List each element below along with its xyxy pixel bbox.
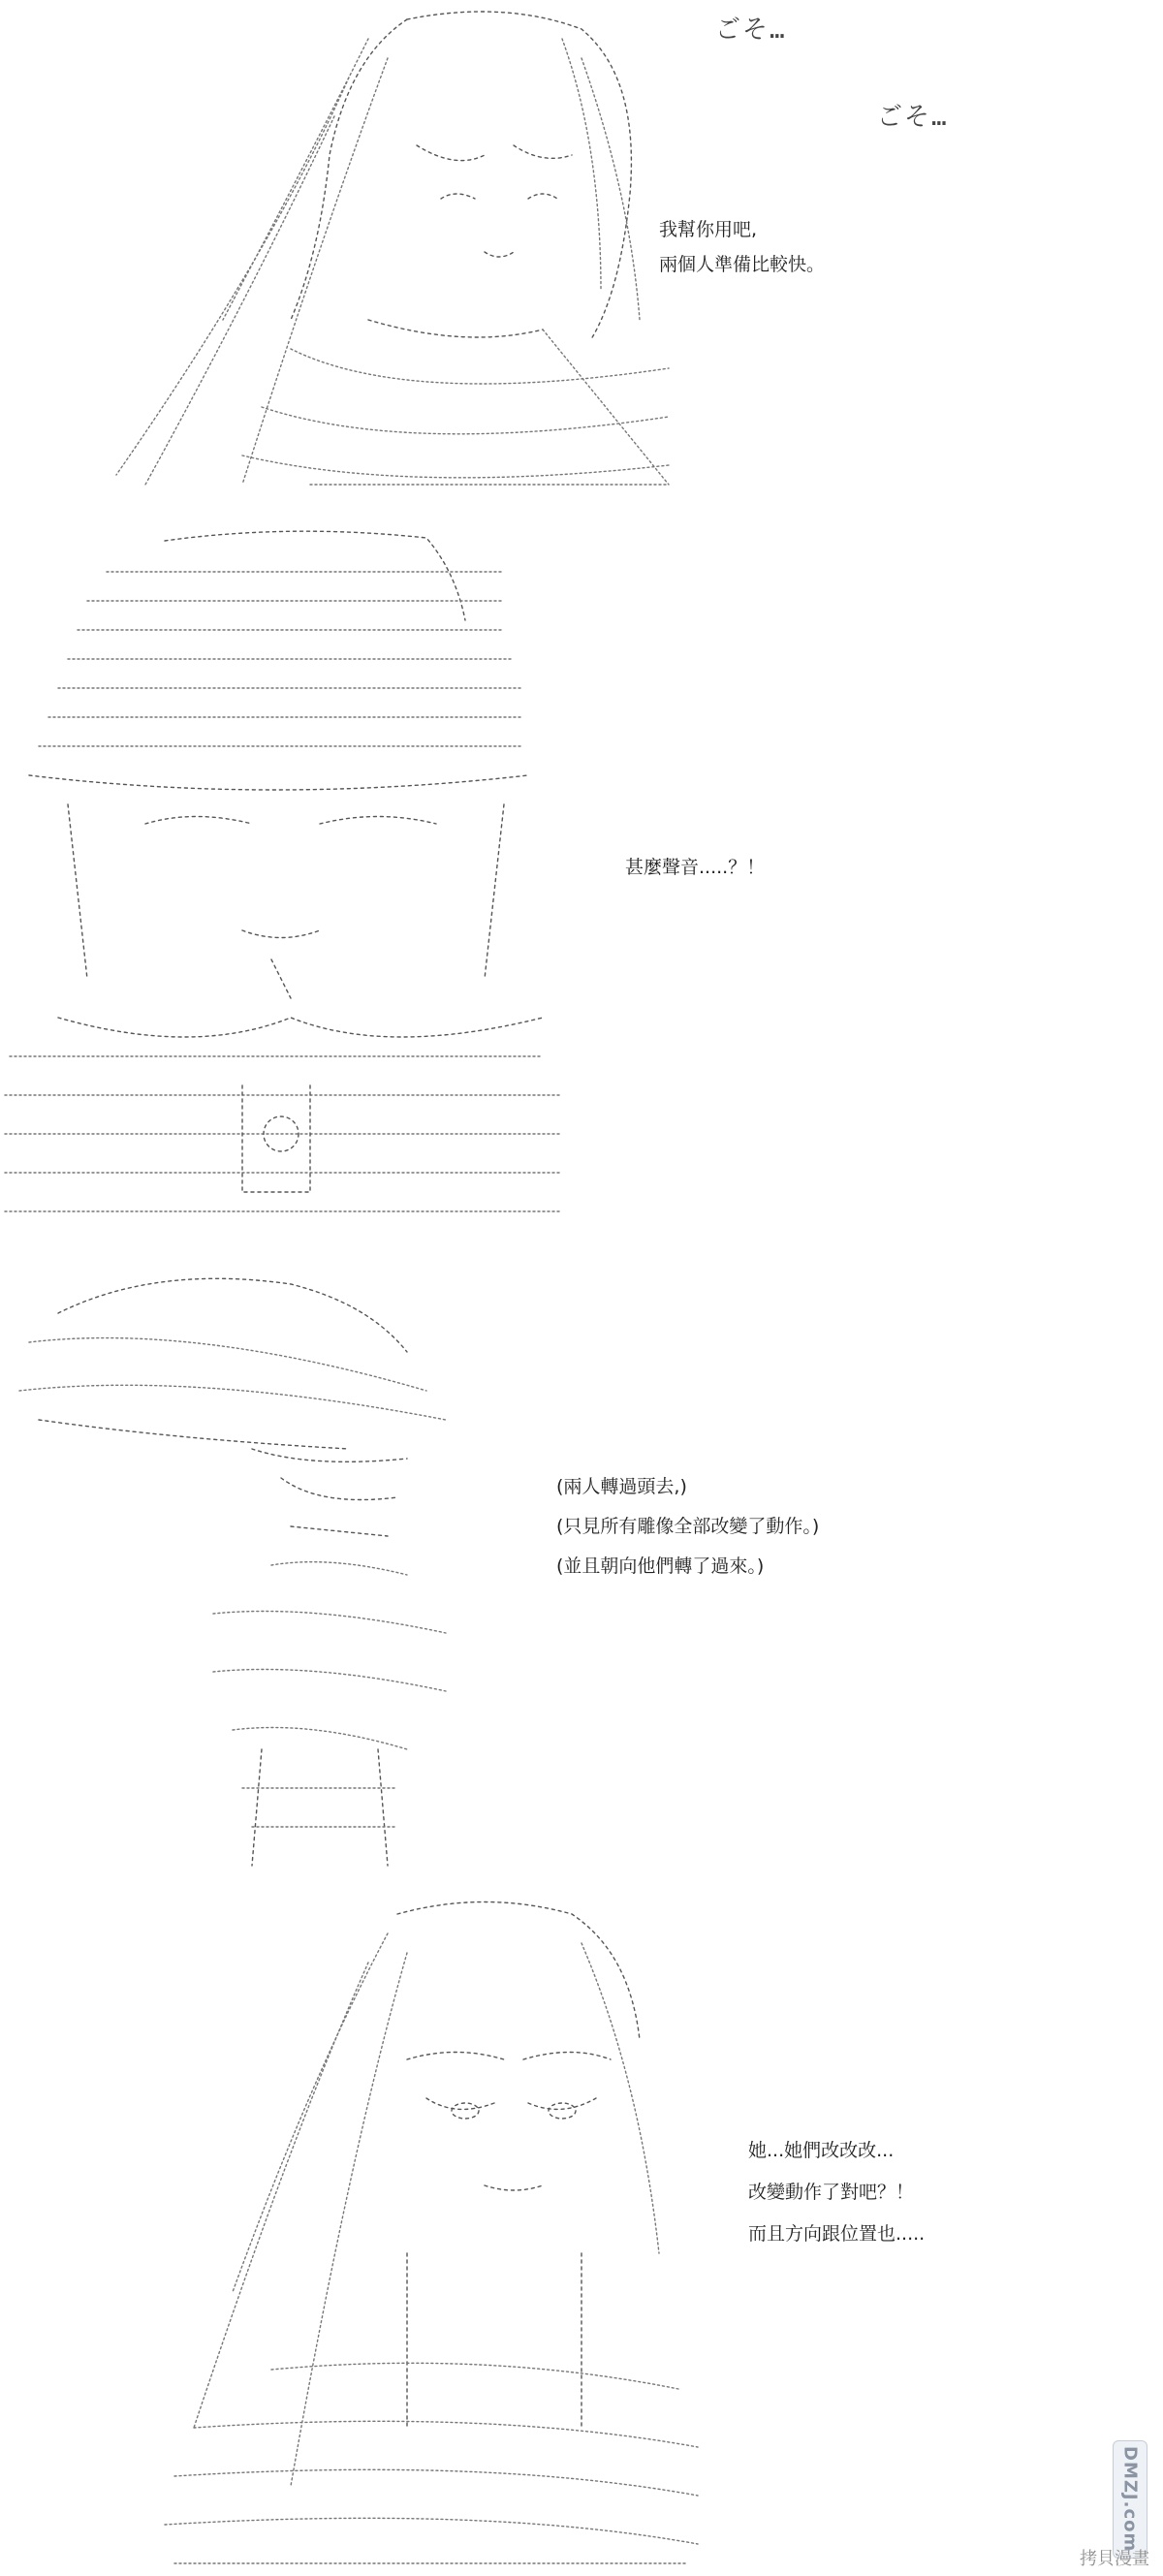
dialogue-line: 我幫你用吧, bbox=[659, 219, 758, 240]
watermark bbox=[1047, 2440, 1153, 2576]
dialogue-line: 而且方向跟位置也..... bbox=[748, 2223, 926, 2245]
dialogue-panel-3 bbox=[556, 1478, 819, 1576]
watermark-logo bbox=[1113, 2440, 1147, 2559]
dialogue-line: (兩人轉過頭去,) bbox=[556, 1476, 687, 1497]
dialogue-line: (並且朝向他們轉了過來。) bbox=[556, 1555, 765, 1577]
panel-4 bbox=[0, 1885, 1163, 2576]
ascii-art-girl-long-hair bbox=[0, 0, 1163, 514]
dialogue-panel-4 bbox=[748, 2142, 925, 2244]
dialogue-line: (只見所有雕像全部改變了動作。) bbox=[556, 1516, 820, 1537]
panel-1 bbox=[0, 0, 1163, 514]
dialogue-line: 她...她們改改改... bbox=[748, 2140, 895, 2161]
dialogue-panel-1 bbox=[659, 221, 825, 274]
dialogue-panel-2 bbox=[625, 859, 765, 877]
dialogue-line: 甚麼聲音.....？！ bbox=[625, 857, 766, 878]
panel-3 bbox=[0, 1245, 1163, 1885]
ascii-art-girl-hat bbox=[0, 514, 1163, 1245]
ascii-art-girl-surprised bbox=[0, 1885, 1163, 2576]
sfx-rustle-1: ごそ… bbox=[715, 16, 787, 45]
sfx-rustle-2: ごそ… bbox=[877, 103, 949, 132]
watermark-text: 拷貝漫畫 bbox=[1080, 2549, 1149, 2569]
watermark-logo-text: DMZJ.com bbox=[1119, 2446, 1141, 2553]
dialogue-line: 改變動作了對吧？！ bbox=[748, 2182, 915, 2203]
panel-2 bbox=[0, 514, 1163, 1245]
dialogue-line: 兩個人準備比較快。 bbox=[659, 254, 826, 275]
